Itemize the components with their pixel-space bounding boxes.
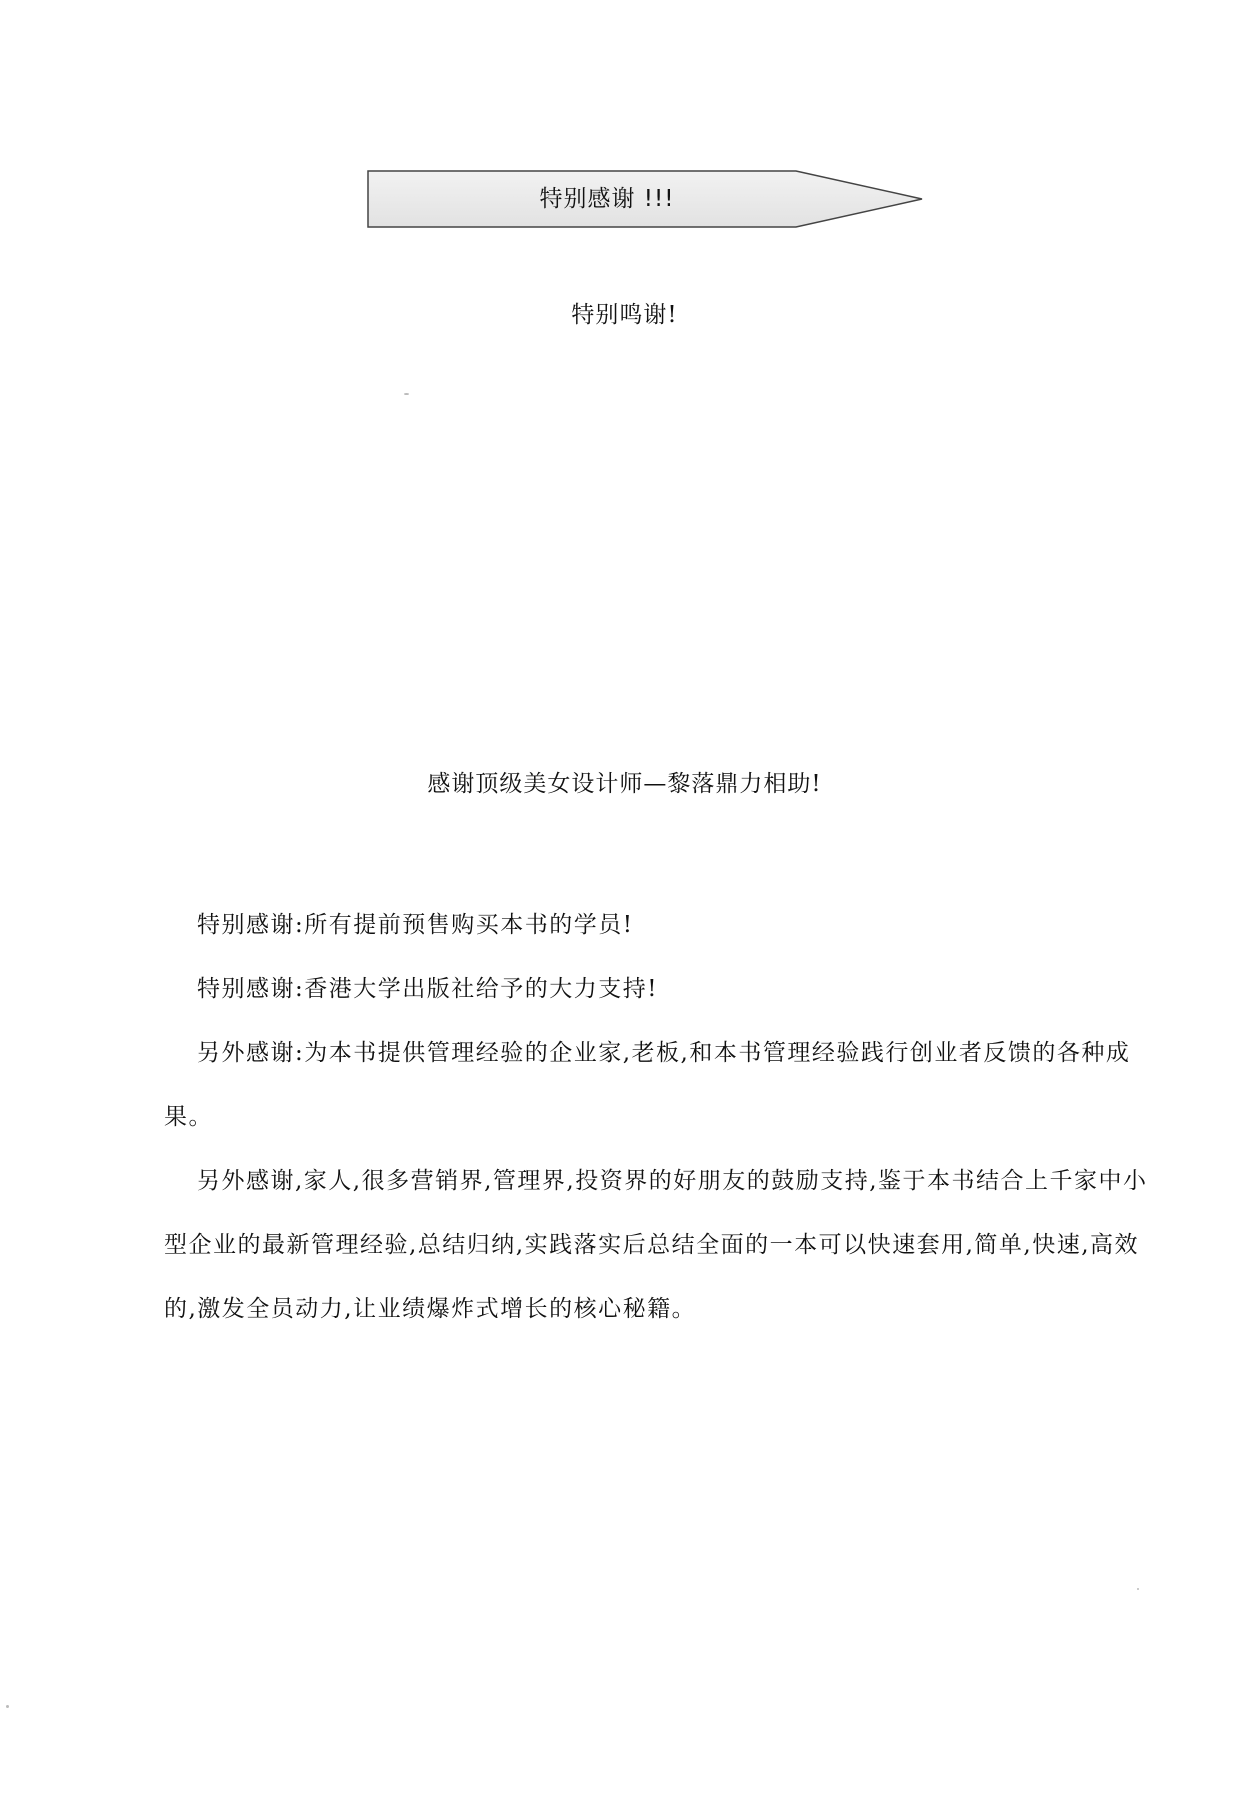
scan-speck <box>1137 1588 1139 1590</box>
paragraph: 另外感谢,家人,很多营销界,管理界,投资界的好朋友的鼓励支持,鉴于本书结合上千家中小型企业的最新管理经验,总结归纳,实践落实后总结全面的一本可以快速套用,简单,快速,高效的,激发全员动力,让业绩爆炸式增长的核心秘籍。 <box>164 1168 1148 1322</box>
scan-speck <box>404 393 409 395</box>
subtitle: 特别鸣谢! <box>571 302 678 328</box>
banner-title: 特别感谢 !!! <box>539 186 675 212</box>
scan-speck <box>6 1705 9 1708</box>
paragraph: 特别感谢:所有提前预售购买本书的学员! <box>197 912 634 938</box>
paragraph: 另外感谢:为本书提供管理经验的企业家,老板,和本书管理经验践行创业者反馈的各种成果。 <box>164 1040 1131 1130</box>
acknowledgement-body <box>164 893 1164 1341</box>
designer-thanks: 感谢顶级美女设计师—黎落鼎力相助! <box>427 771 822 797</box>
paragraph: 特别感谢:香港大学出版社给予的大力支持! <box>197 976 658 1002</box>
title-banner <box>366 169 926 229</box>
